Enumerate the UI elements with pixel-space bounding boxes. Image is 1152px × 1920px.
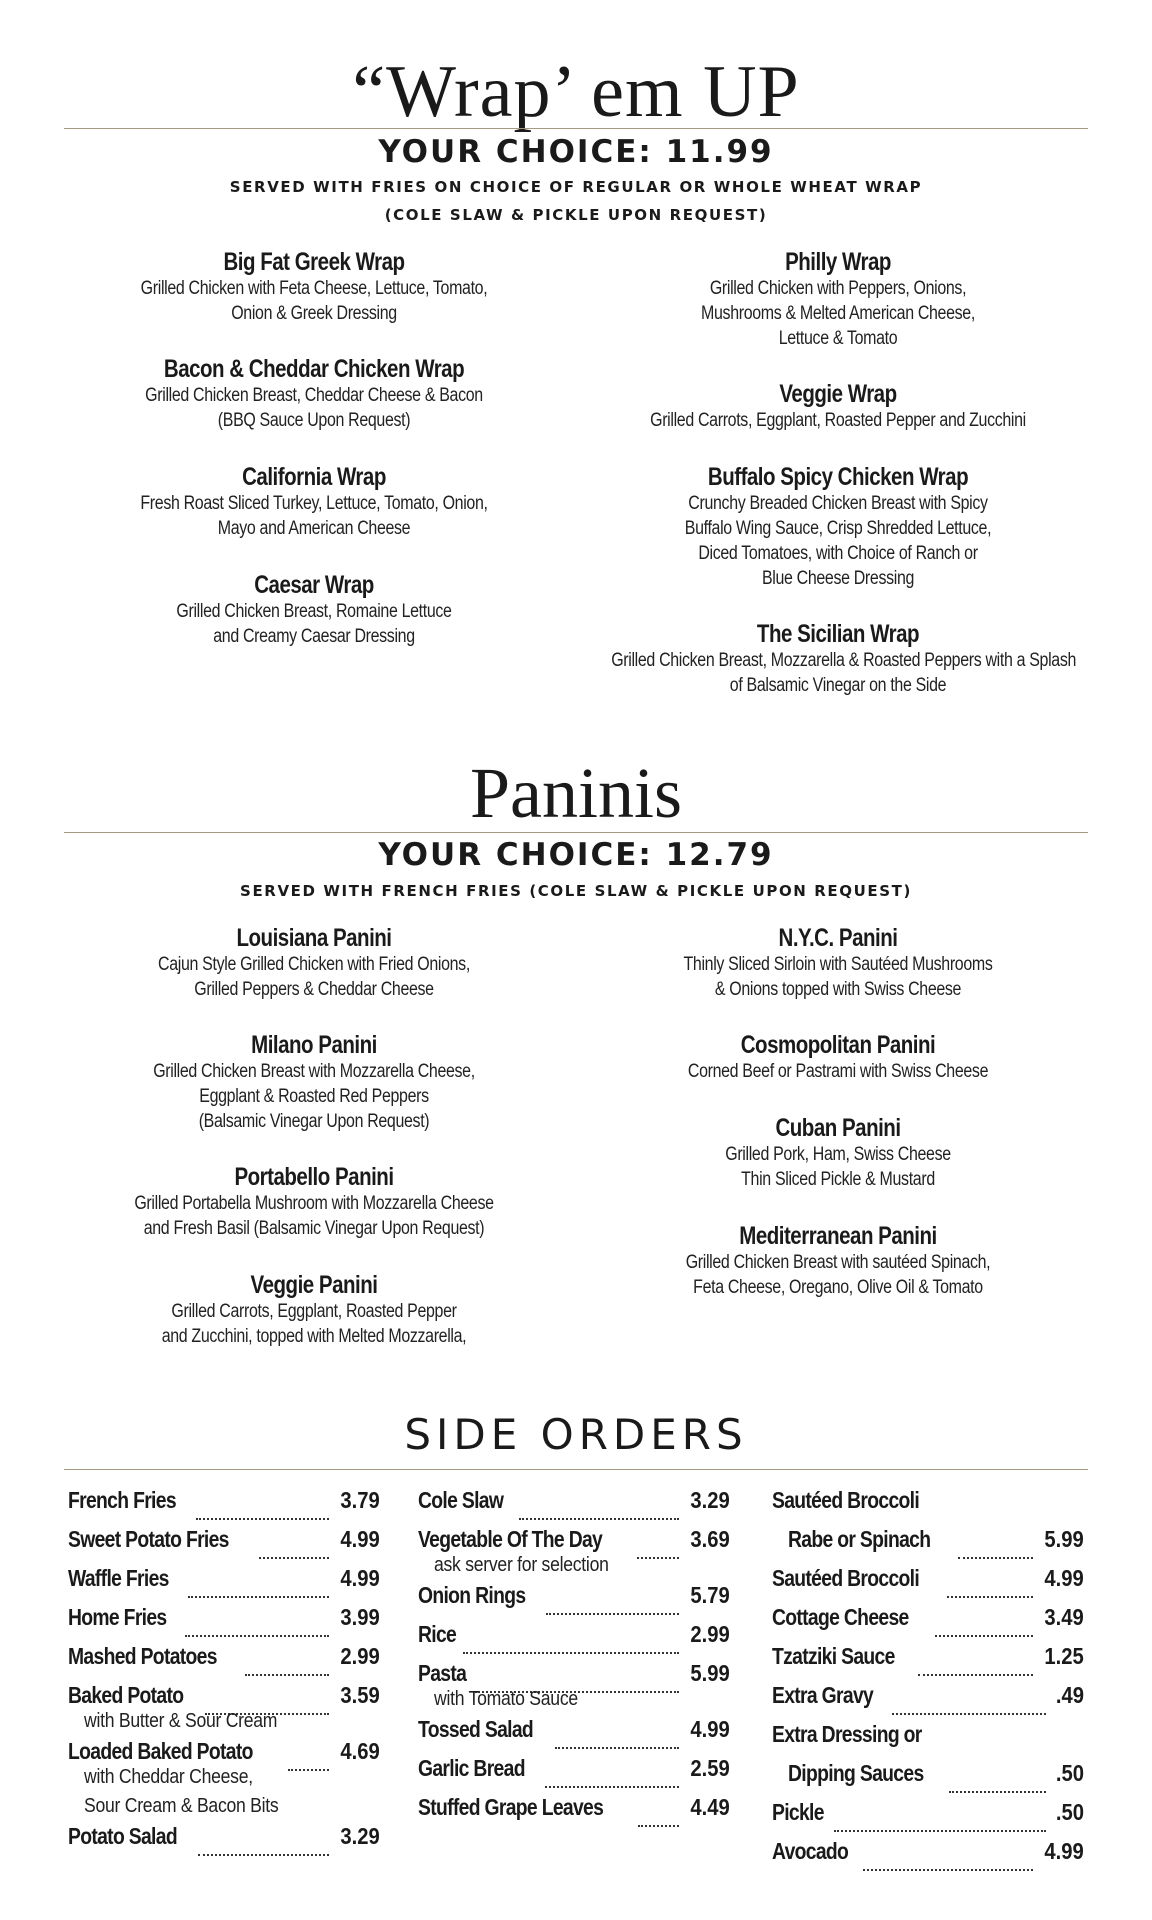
side-label: Cole Slaw	[418, 1487, 504, 1513]
item-desc: Buffalo Wing Sauce, Crisp Shredded Lettuce,	[684, 518, 992, 539]
item-name: Louisiana Panini	[236, 924, 392, 952]
side-label: Potato Salad	[68, 1823, 177, 1849]
side-price: .49	[1055, 1682, 1084, 1708]
item-desc: Grilled Chicken with Feta Cheese, Lettuce, Tomato,	[140, 278, 488, 299]
item-name: Veggie Panini	[250, 1271, 378, 1299]
side-note: ask server for selection	[434, 1554, 609, 1576]
item-desc: Diced Tomatoes, with Choice of Ranch or	[698, 543, 978, 564]
menu-item	[588, 1114, 1088, 1192]
menu-item	[64, 463, 564, 541]
side-price: 3.29	[340, 1823, 380, 1849]
side-label: Rabe or Spinach	[788, 1526, 931, 1552]
menu-item	[64, 1271, 564, 1349]
item-name: California Wrap	[242, 463, 386, 491]
side-row	[68, 1604, 380, 1643]
item-desc: Onion & Greek Dressing	[231, 303, 397, 324]
item-desc: Corned Beef or Pastrami with Swiss Cheese	[687, 1061, 989, 1082]
side-note: with Butter & Sour Cream	[84, 1710, 278, 1732]
item-desc: Grilled Chicken with Peppers, Onions,	[709, 278, 967, 299]
side-row	[772, 1526, 1084, 1565]
item-desc: Fresh Roast Sliced Turkey, Lettuce, Tomato, Onion,	[140, 493, 488, 514]
item-name: Cosmopolitan Panini	[740, 1031, 936, 1059]
menu-item	[64, 1031, 564, 1134]
side-price: 4.99	[1044, 1838, 1084, 1864]
side-price: 3.99	[340, 1604, 380, 1630]
side-row	[772, 1760, 1084, 1799]
item-desc: Lettuce & Tomato	[778, 328, 898, 349]
side-label: Pasta	[418, 1660, 467, 1686]
side-label: Garlic Bread	[418, 1755, 525, 1781]
menu-item	[588, 1222, 1088, 1300]
side-label: Avocado	[772, 1838, 849, 1864]
side-price: 3.59	[340, 1682, 380, 1708]
side-price: 5.79	[690, 1582, 730, 1608]
item-desc: Crunchy Breaded Chicken Breast with Spicy	[688, 493, 988, 514]
item-desc: Blue Cheese Dressing	[761, 568, 915, 589]
side-label: Baked Potato	[68, 1682, 184, 1708]
side-row	[772, 1682, 1084, 1721]
side-row	[772, 1721, 1084, 1760]
menu-item	[588, 380, 1088, 433]
side-row	[68, 1526, 380, 1565]
item-desc: and Zucchini, topped with Melted Mozzarella,	[161, 1326, 467, 1347]
side-label: Extra Dressing or	[772, 1721, 922, 1747]
item-desc: (BBQ Sauce Upon Request)	[217, 410, 411, 431]
sides-column-3	[772, 1487, 1084, 1877]
sides-column-2	[418, 1487, 730, 1833]
side-note: with Cheddar Cheese,	[84, 1766, 253, 1788]
side-row	[772, 1565, 1084, 1604]
side-label: Sautéed Broccoli	[772, 1487, 920, 1513]
side-price: 2.59	[690, 1755, 730, 1781]
side-note: Sour Cream & Bacon Bits	[84, 1795, 279, 1817]
side-row	[772, 1838, 1084, 1877]
side-price: 3.79	[340, 1487, 380, 1513]
wraps-served-line2: (COLE SLAW & PICKLE UPON REQUEST)	[384, 206, 768, 224]
side-label: Sweet Potato Fries	[68, 1526, 229, 1552]
side-label: Rice	[418, 1621, 457, 1647]
paninis-price: YOUR CHOICE: 12.79	[378, 837, 774, 873]
side-row	[418, 1794, 730, 1833]
side-row	[772, 1799, 1084, 1838]
side-label: Tzatziki Sauce	[772, 1643, 895, 1669]
item-name: Buffalo Spicy Chicken Wrap	[707, 463, 969, 491]
menu-item	[588, 248, 1088, 351]
side-price: .50	[1055, 1760, 1084, 1786]
item-name: Cuban Panini	[775, 1114, 901, 1142]
side-row	[772, 1604, 1084, 1643]
side-price: 5.99	[1044, 1526, 1084, 1552]
menu-item	[64, 924, 564, 1002]
side-label: Extra Gravy	[772, 1682, 874, 1708]
side-label: Sautéed Broccoli	[772, 1565, 920, 1591]
paninis-served: SERVED WITH FRENCH FRIES (COLE SLAW & PICKLE UPON REQUEST)	[240, 882, 912, 900]
wraps-price: YOUR CHOICE: 11.99	[378, 134, 774, 170]
item-desc: Cajun Style Grilled Chicken with Fried Onions,	[158, 954, 470, 975]
side-row	[418, 1487, 730, 1526]
side-price: 2.99	[340, 1643, 380, 1669]
item-desc: Feta Cheese, Oregano, Olive Oil & Tomato	[693, 1277, 983, 1298]
item-desc: Grilled Chicken Breast, Romaine Lettuce	[176, 601, 452, 622]
sides-column-1	[68, 1487, 380, 1862]
side-row	[418, 1755, 730, 1794]
menu-item	[588, 1031, 1088, 1084]
side-label: Loaded Baked Potato	[68, 1738, 253, 1764]
item-name: Portabello Panini	[234, 1163, 394, 1191]
side-row	[68, 1643, 380, 1682]
item-desc: Grilled Carrots, Eggplant, Roasted Pepper and Zucchini	[650, 410, 1026, 431]
side-row	[418, 1582, 730, 1621]
item-name: Veggie Wrap	[779, 380, 897, 408]
side-label: Waffle Fries	[68, 1565, 169, 1591]
side-price: 3.49	[1044, 1604, 1084, 1630]
item-name: N.Y.C. Panini	[778, 924, 898, 952]
side-label: Mashed Potatoes	[68, 1643, 217, 1669]
side-price: .50	[1055, 1799, 1084, 1825]
sides-title: SIDE ORDERS	[404, 1410, 748, 1459]
side-label: French Fries	[68, 1487, 176, 1513]
item-desc: Grilled Carrots, Eggplant, Roasted Pepper	[171, 1301, 457, 1322]
side-row	[772, 1643, 1084, 1682]
side-label: Dipping Sauces	[788, 1760, 924, 1786]
item-desc: Grilled Pork, Ham, Swiss Cheese	[725, 1144, 951, 1165]
item-name: Philly Wrap	[785, 248, 891, 276]
item-name: Caesar Wrap	[254, 571, 374, 599]
item-desc: & Onions topped with Swiss Cheese	[714, 979, 962, 1000]
item-desc: and Fresh Basil (Balsamic Vinegar Upon Request)	[143, 1218, 485, 1239]
side-price: 4.99	[690, 1716, 730, 1742]
item-desc: and Creamy Caesar Dressing	[213, 626, 415, 647]
menu-item	[568, 620, 1108, 698]
side-row	[68, 1565, 380, 1604]
side-label: Stuffed Grape Leaves	[418, 1794, 604, 1820]
side-label: Pickle	[772, 1799, 824, 1825]
wraps-rule	[64, 128, 1088, 129]
side-note: with Tomato Sauce	[434, 1688, 578, 1710]
item-desc: Thinly Sliced Sirloin with Sautéed Mushrooms	[683, 954, 993, 975]
menu-item	[64, 1163, 564, 1241]
side-price: 4.49	[690, 1794, 730, 1820]
item-name: Big Fat Greek Wrap	[223, 248, 405, 276]
side-price: 3.29	[690, 1487, 730, 1513]
side-row	[418, 1621, 730, 1660]
menu-item	[64, 355, 564, 433]
item-desc: Mushrooms & Melted American Cheese,	[701, 303, 975, 324]
paninis-title: Paninis	[469, 753, 683, 833]
wraps-served-line1: SERVED WITH FRIES ON CHOICE OF REGULAR OR WHOLE WHEAT WRAP	[229, 178, 923, 196]
item-desc: (Balsamic Vinegar Upon Request)	[198, 1111, 430, 1132]
menu-item	[64, 248, 564, 326]
side-price: 4.99	[340, 1526, 380, 1552]
item-desc: Grilled Chicken Breast, Cheddar Cheese & Bacon	[145, 385, 483, 406]
menu-item	[588, 924, 1088, 1002]
side-price: 1.25	[1044, 1643, 1084, 1669]
side-row	[68, 1823, 380, 1862]
item-desc: Grilled Portabella Mushroom with Mozzarella Cheese	[134, 1193, 494, 1214]
item-name: Milano Panini	[251, 1031, 377, 1059]
side-label: Home Fries	[68, 1604, 167, 1630]
side-price: 4.69	[340, 1738, 380, 1764]
item-desc: Grilled Peppers & Cheddar Cheese	[194, 979, 434, 1000]
side-price: 4.99	[340, 1565, 380, 1591]
side-row	[418, 1716, 730, 1755]
item-name: Mediterranean Panini	[739, 1222, 937, 1250]
side-row	[772, 1487, 1084, 1526]
item-desc: Thin Sliced Pickle & Mustard	[741, 1169, 935, 1190]
menu-item	[588, 463, 1088, 591]
side-price: 4.99	[1044, 1565, 1084, 1591]
item-desc: Mayo and American Cheese	[217, 518, 411, 539]
menu-item	[64, 571, 564, 649]
side-price: 2.99	[690, 1621, 730, 1647]
side-label: Cottage Cheese	[772, 1604, 909, 1630]
sides-rule	[64, 1469, 1088, 1470]
side-row	[68, 1487, 380, 1526]
wraps-title: “Wrap’ em UP	[352, 51, 800, 133]
side-label: Vegetable Of The Day	[418, 1526, 603, 1552]
item-desc: of Balsamic Vinegar on the Side	[729, 675, 947, 696]
item-desc: Grilled Chicken Breast with sautéed Spinach,	[685, 1252, 991, 1273]
item-desc: Eggplant & Roasted Red Peppers	[199, 1086, 429, 1107]
item-desc: Grilled Chicken Breast, Mozzarella & Roasted Peppers with a Splash	[611, 650, 1077, 671]
item-name: Bacon & Cheddar Chicken Wrap	[163, 355, 465, 383]
side-label: Onion Rings	[418, 1582, 526, 1608]
side-label: Tossed Salad	[418, 1716, 534, 1742]
side-price: 5.99	[690, 1660, 730, 1686]
item-desc: Grilled Chicken Breast with Mozzarella Cheese,	[153, 1061, 475, 1082]
side-price: 3.69	[690, 1526, 730, 1552]
paninis-rule	[64, 832, 1088, 833]
item-name: The Sicilian Wrap	[756, 620, 920, 648]
